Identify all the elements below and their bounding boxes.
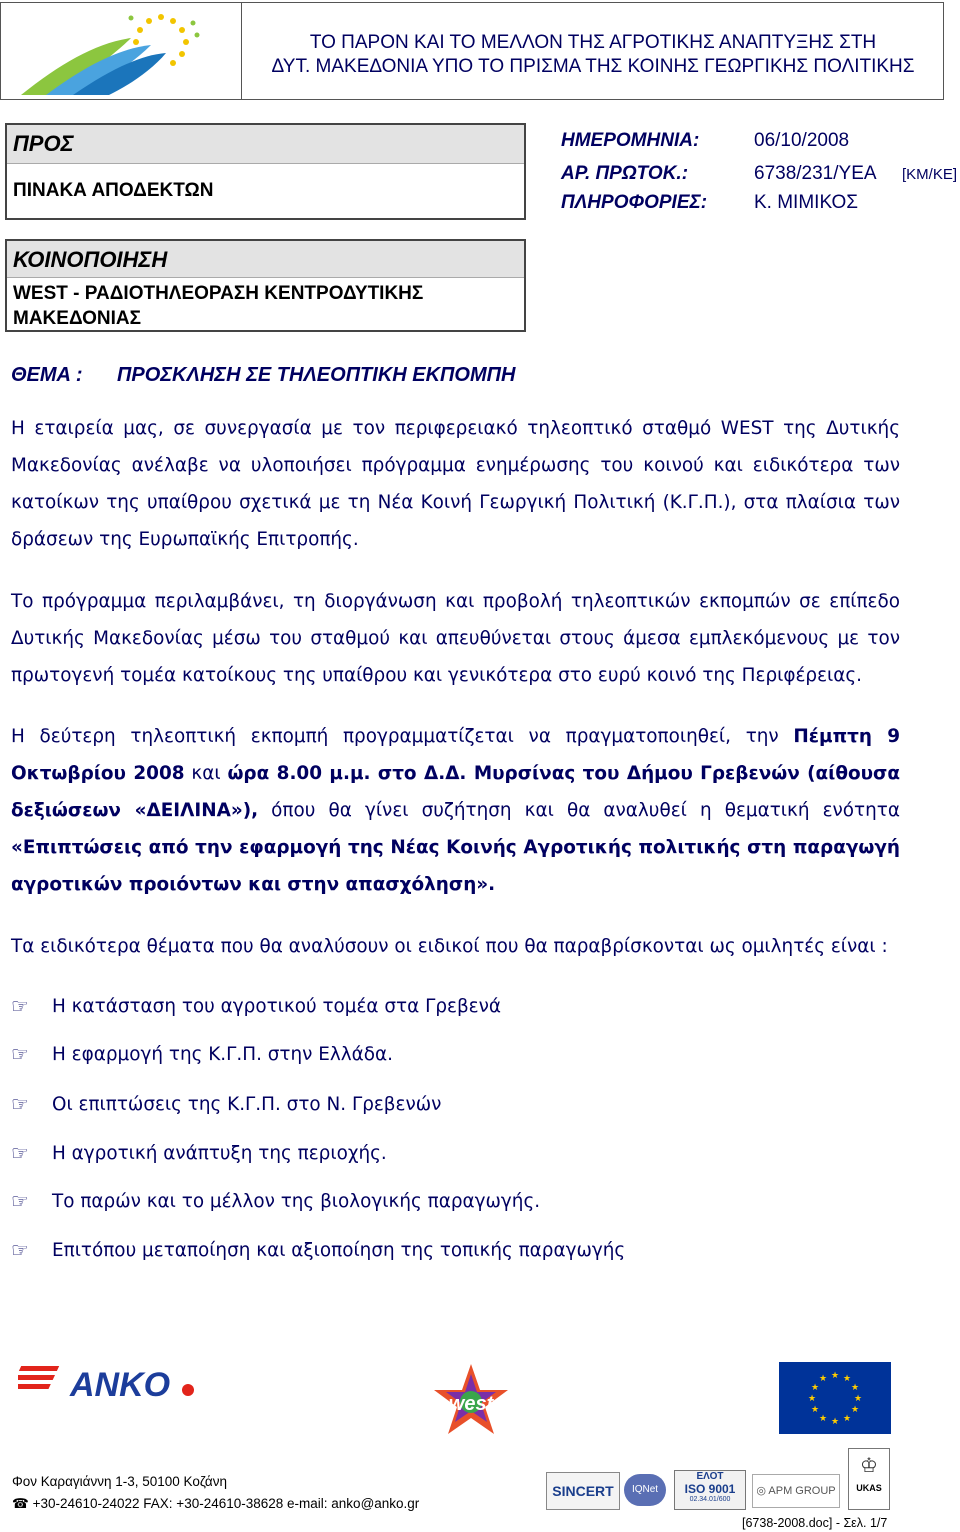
p3-part-e: όπου θα γίνει συζήτηση και θα αναλυθεί η θεματική ενότητα bbox=[258, 800, 900, 821]
svg-text:★: ★ bbox=[830, 1417, 840, 1427]
svg-text:★: ★ bbox=[818, 1414, 828, 1424]
notification-heading: ΚΟΙΝΟΠΟΙΗΣΗ bbox=[7, 241, 524, 278]
svg-text:★: ★ bbox=[810, 1383, 820, 1393]
p3-part-c: και bbox=[184, 763, 228, 784]
paragraph-4: Τα ειδικότερα θέματα που θα αναλύσουν οι ειδικοί που θα παραβρίσκονται ως ομιλητές είναι : bbox=[11, 936, 888, 957]
svg-text:★: ★ bbox=[818, 1374, 828, 1384]
apm-group-badge bbox=[752, 1474, 840, 1508]
bullet-item bbox=[11, 994, 501, 1018]
recipient-heading: ΠΡΟΣ bbox=[7, 125, 524, 164]
header-title-line-2: ΔΥΤ. ΜΑΚΕΔΟΝΙΑ ΥΠΟ ΤΟ ΠΡΙΣΜΑ ΤΗΣ ΚΟΙΝΗΣ ΓΕΩΡΓΙΚΗΣ ΠΟΛΙΤΙΚΗΣ bbox=[271, 56, 915, 77]
crown-icon: ♔ bbox=[860, 1455, 878, 1477]
subject-text: ΠΡΟΣΚΛΗΣΗ ΣΕ ΤΗΛΕΟΠΤΙΚΗ ΕΚΠΟΜΠΗ bbox=[117, 364, 516, 386]
elot-iso-badge bbox=[674, 1470, 746, 1510]
svg-text:★: ★ bbox=[853, 1394, 863, 1404]
svg-text:★: ★ bbox=[810, 1405, 820, 1415]
header-box bbox=[0, 2, 944, 100]
bullet-text: Οι επιπτώσεις της Κ.Γ.Π. στο Ν. Γρεβενών bbox=[52, 1093, 442, 1115]
bullet-text: Η κατάσταση του αγροτικού τομέα στα Γρεβενά bbox=[52, 995, 502, 1017]
bullet-item bbox=[11, 1042, 393, 1066]
bullet-text: Το παρών και το μέλλον της βιολογικής παραγωγής. bbox=[52, 1190, 541, 1212]
notification-line-2: ΜΑΚΕΔΟΝΙΑΣ bbox=[13, 308, 141, 329]
page-reference: [6738-2008.doc] - Σελ. 1/7 bbox=[742, 1516, 888, 1530]
svg-text:★: ★ bbox=[850, 1383, 860, 1393]
recipient-box bbox=[5, 123, 526, 220]
ukas-badge bbox=[848, 1448, 890, 1510]
recipient-value: ΠΙΝΑΚΑ ΑΠΟΔΕΚΤΩΝ bbox=[13, 180, 214, 201]
pointing-hand-icon: ☞ bbox=[11, 1141, 29, 1165]
protocol-value: 6738/231/ΥΕΑ bbox=[754, 163, 877, 184]
bullet-text: Επιτόπου μεταποίηση και αξιοποίηση της τοπικής παραγωγής bbox=[52, 1239, 626, 1261]
eu-flag bbox=[779, 1362, 891, 1434]
date-value: 06/10/2008 bbox=[754, 130, 850, 151]
paragraph-2: Το πρόγραμμα περιλαμβάνει, τη διοργάνωση και προβολή τηλεοπτικών εκπομπών σε επίπεδο Δυτικής Μακεδονίας μέσω του σταθμού και απευθύνεται στους άμεσα εμπλεκόμενους με τον πρωτογενή τομέα κατοίκους της υπαίθρου και γενικότερα στο ευρύ κοινό της Περιφέρειας. bbox=[11, 591, 900, 686]
bullet-item bbox=[11, 1238, 625, 1262]
west-logo bbox=[432, 1362, 510, 1444]
elot-label: ΕΛΟΤ bbox=[696, 1471, 724, 1482]
iso-label: ISO 9001 bbox=[684, 1482, 736, 1496]
info-label: ΠΛΗΡΟΦΟΡΙΕΣ: bbox=[561, 192, 708, 213]
svg-text:★: ★ bbox=[850, 1405, 860, 1415]
ribbons-star-logo bbox=[1, 3, 241, 99]
svg-text:★: ★ bbox=[842, 1414, 852, 1424]
p3-date: Πέμπτη 9 Οκτωβρίου 2008 bbox=[11, 726, 900, 784]
footer-contact-text: +30-24610-24022 FAX: +30-24610-38628 e-mail: anko@anko.gr bbox=[32, 1496, 420, 1511]
protocol-label: ΑΡ. ΠΡΩΤΟΚ.: bbox=[561, 163, 689, 184]
date-label: ΗΜΕΡΟΜΗΝΙΑ: bbox=[561, 130, 700, 151]
bullet-item bbox=[11, 1189, 540, 1213]
notification-box bbox=[5, 239, 526, 332]
p3-topic: «Επιπτώσεις από την εφαρμογή της Νέας Κοινής Αγροτικής πολιτικής στη παραγωγή αγροτικών προιόντων και στην απασχόληση». bbox=[11, 837, 900, 895]
p3-part-a: Η δεύτερη τηλεοπτική εκπομπή προγραμματίζεται να πραγματοποιηθεί, την bbox=[11, 726, 794, 747]
anko-logo bbox=[18, 1360, 198, 1404]
pointing-hand-icon: ☞ bbox=[11, 994, 29, 1018]
paragraph-1: Η εταιρεία μας, σε συνεργασία με τον περιφερειακό τηλεοπτικό σταθμό WEST της Δυτικής Μακεδονίας ανέλαβε να υλοποιήσει πρόγραμμα ενημέρωσης του κοινού και ειδικότερα των κατοίκων της υπαίθρου σχετικά με τη Νέα Κοινή Γεωργική Πολιτική (Κ.Γ.Π.), στα πλαίσια των δράσεων της Ευρωπαϊκής Επιτροπής. bbox=[11, 418, 900, 550]
apm-label: APM GROUP bbox=[768, 1485, 836, 1497]
p3-time-venue: ώρα 8.00 μ.μ. στο Δ.Δ. Μυρσίνας του Δήμου Γρεβενών (αίθουσα δεξιώσεων «ΔΕΙΛΙΝΑ»), bbox=[11, 763, 900, 821]
info-value: Κ. ΜΙΜΙΚΟΣ bbox=[754, 192, 859, 213]
header-title-line-1: ΤΟ ΠΑΡΟΝ ΚΑΙ ΤΟ ΜΕΛΛΟΝ ΤΗΣ ΑΓΡΟΤΙΚΗΣ ΑΝΑΠΤΥΞΗΣ ΣΤΗ bbox=[309, 32, 877, 53]
bullet-text: Η αγροτική ανάπτυξη της περιοχής. bbox=[52, 1142, 387, 1164]
footer-address: Φον Καραγιάννη 1-3, 50100 Κοζάνη bbox=[12, 1474, 227, 1489]
subject-label: ΘΕΜΑ : bbox=[11, 364, 83, 386]
apm-circle-icon: ◎ bbox=[756, 1485, 769, 1497]
svg-text:★: ★ bbox=[830, 1371, 840, 1381]
iso-number: 02.34.01/600 bbox=[689, 1496, 731, 1503]
phone-icon: ☎ bbox=[12, 1496, 33, 1511]
pointing-hand-icon: ☞ bbox=[11, 1238, 29, 1262]
bullet-item bbox=[11, 1092, 441, 1116]
svg-text:★: ★ bbox=[807, 1394, 817, 1404]
pointing-hand-icon: ☞ bbox=[11, 1042, 29, 1066]
protocol-suffix: [ΚΜ/ΚΕ] bbox=[902, 166, 958, 183]
bullet-text: Η εφαρμογή της Κ.Γ.Π. στην Ελλάδα. bbox=[52, 1043, 393, 1065]
svg-text:★: ★ bbox=[842, 1374, 852, 1384]
sincert-badge: SINCERT bbox=[546, 1472, 620, 1510]
iqnet-badge: IQNet bbox=[624, 1474, 666, 1506]
footer-contact bbox=[12, 1496, 419, 1512]
pointing-hand-icon: ☞ bbox=[11, 1092, 29, 1116]
header-title bbox=[251, 31, 935, 79]
paragraph-3 bbox=[11, 718, 900, 903]
header-logo-cell bbox=[1, 3, 242, 99]
anko-logo-text: ANKO bbox=[70, 1366, 171, 1404]
west-logo-text: west bbox=[448, 1393, 494, 1415]
bullet-item bbox=[11, 1141, 387, 1165]
pointing-hand-icon: ☞ bbox=[11, 1189, 29, 1213]
ukas-label: UKAS bbox=[856, 1483, 882, 1493]
notification-line-1: WEST - ΡΑΔΙΟΤΗΛΕΟΡΑΣΗ ΚΕΝΤΡΟΔΥΤΙΚΗΣ bbox=[13, 283, 424, 304]
